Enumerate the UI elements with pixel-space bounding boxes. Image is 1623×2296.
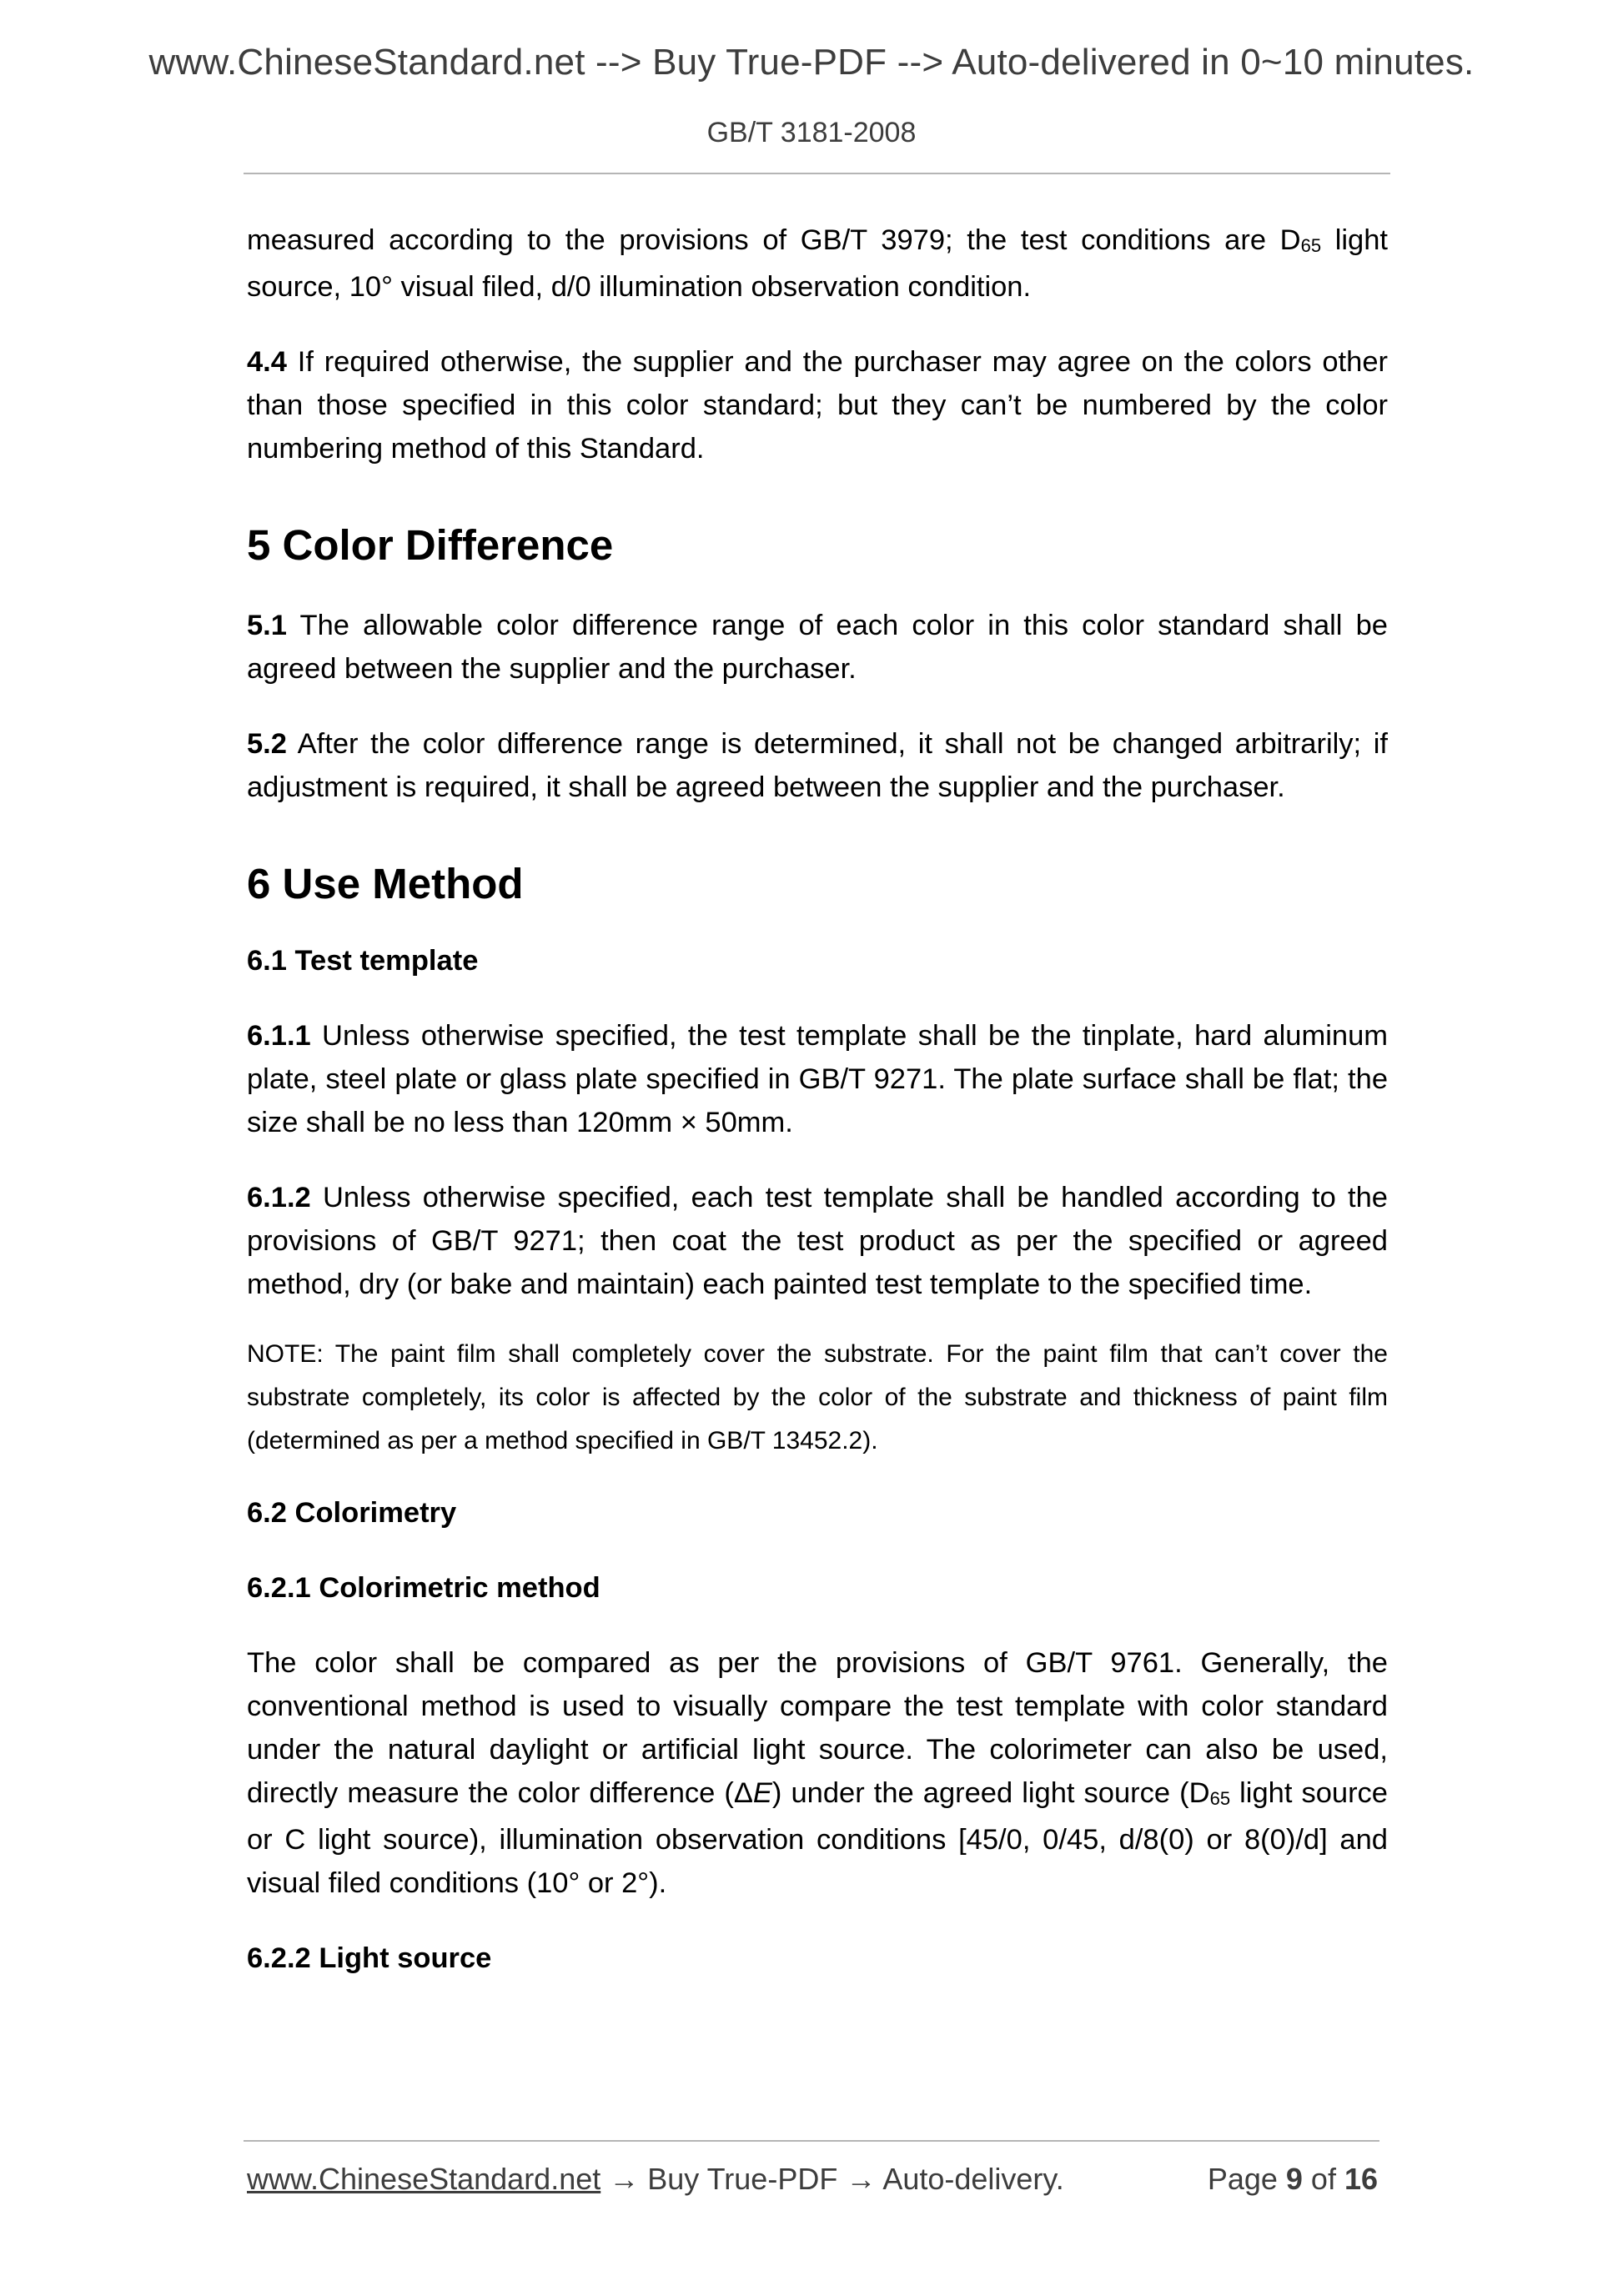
clause-5-2: 5.2 After the color difference range is determined, it shall not be changed arbitrarily; if adjustment is required, it shall be agreed between the supplier and the purchaser.	[247, 728, 1388, 803]
current-page-number: 9	[1285, 2162, 1303, 2196]
page-content	[247, 219, 1388, 1980]
page-indicator: Page 9 of 16	[1207, 2162, 1378, 2196]
page-footer	[247, 2162, 1378, 2203]
clause-number: 4.4	[247, 346, 287, 378]
subsection-6-2-heading: 6.2 Colorimetry	[247, 1497, 457, 1529]
clause-number: 5.1	[247, 610, 287, 641]
header-divider	[244, 173, 1390, 174]
footer-left	[247, 2162, 1064, 2197]
document-code: GB/T 3181-2008	[706, 117, 917, 148]
section-5-heading: 5 Color Difference	[247, 521, 614, 569]
paragraph-4-3-continued: measured according to the provisions of GB/T 3979; the test conditions are $D_{65}$ light source, 10° visual filed, d/0 illumination observation condition.	[247, 224, 1389, 303]
clause-5-1: 5.1 The allowable color difference range of each color in this color standard shall be agreed between the supplier and the purchaser.	[247, 610, 1388, 685]
clause-6-1-2: 6.1.2 Unless otherwise specified, each test template shall be handled according to the provisions of GB/T 9271; then coat the test product as per the specified or agreed method, dry (or bake and maintain) each painted test template to the specified time.	[247, 1182, 1388, 1300]
clause-number: 6.1.1	[247, 1020, 311, 1052]
footer-site-link[interactable]: www.ChineseStandard.net	[247, 2162, 601, 2196]
note-paragraph: NOTE: The paint film shall completely cover the substrate. For the paint film that can’t cover the substrate completely, its color is affected by the color of the substrate and thickness of paint film (determined as per a method specified in GB/T 13452.2).	[247, 1340, 1388, 1454]
section-6-heading: 6 Use Method	[247, 860, 524, 907]
subsection-6-1-heading: 6.1 Test template	[247, 945, 479, 977]
subsection-6-2-1-heading: 6.2.1 Colorimetric method	[247, 1572, 600, 1604]
clause-number: 5.2	[247, 728, 287, 760]
clause-6-1-1: 6.1.1 Unless otherwise specified, the test template shall be the tinplate, hard aluminum plate, steel plate or glass plate specified in GB/T 9271. The plate surface shall be flat; the size shall be no less than 120mm × 50mm.	[247, 1020, 1388, 1138]
clause-4-4: 4.4 If required otherwise, the supplier and the purchaser may agree on the colors other than those specified in this color standard; but they can’t be numbered by the color numbering method of this Standard.	[247, 346, 1388, 465]
subsection-6-2-2-heading: 6.2.2 Light source	[247, 1942, 492, 1974]
clause-6-2-1-text: The color shall be compared as per the provisions of GB/T 9761. Generally, the conventional method is used to visually compare the test template with color standard under the natural daylight or artificial light source. The colorimeter can also be used, directly measure the color difference (ΔE) under the agreed light source ($D_{65}$ light source or C light source), illumination observation conditions [45/0, 0/45, d/8(0) or 8(0)/d] and visual filed conditions (10° or 2°).	[247, 1647, 1388, 1899]
clause-number: 6.1.2	[247, 1182, 311, 1213]
footer-divider	[244, 2140, 1379, 2142]
footer-link-tail: → Buy True-PDF → Auto-delivery.	[600, 2162, 1064, 2196]
site-banner: www.ChineseStandard.net --> Buy True-PDF --> Auto-delivered in 0~10 minutes.	[148, 42, 1475, 83]
total-page-number: 16	[1344, 2162, 1378, 2196]
